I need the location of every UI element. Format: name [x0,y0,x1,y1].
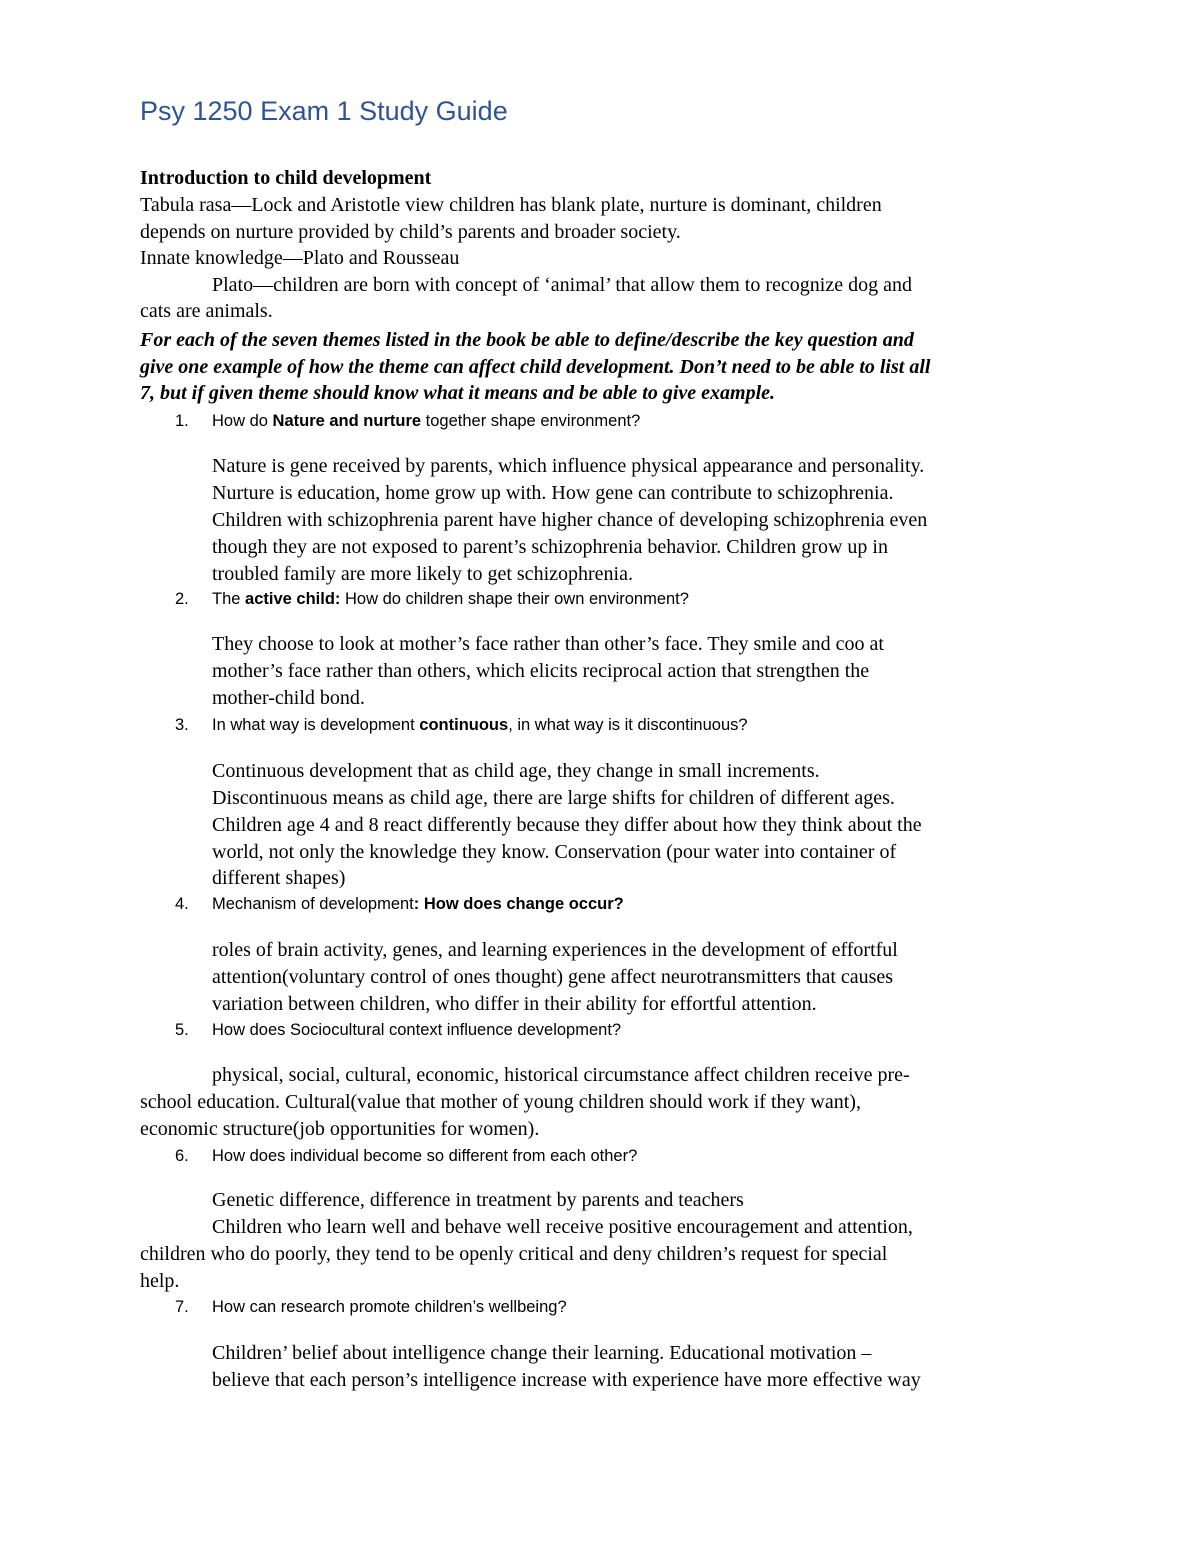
theme-number: 6. [175,1147,189,1165]
theme-answer-line: world, not only the knowledge they know. Conservation (pour water into container of [212,841,897,863]
theme-answer-line: believe that each person’s intelligence increase with experience have more effective way [212,1369,921,1391]
theme-answer-line: school education. Cultural(value that mother of young children should work if they want), [140,1091,861,1113]
theme-number: 7. [175,1298,189,1316]
theme-answer-line: Discontinuous means as child age, there are large shifts for children of different ages. [212,787,895,809]
instruction-line: For each of the seven themes listed in the book be able to define/describe the key question and [140,329,914,351]
theme-number: 2. [175,590,189,608]
theme-question: How do Nature and nurture together shape environment? [212,412,641,430]
theme-question: How can research promote children’s wellbeing? [212,1298,567,1316]
theme-answer-line: economic structure(job opportunities for women). [140,1118,540,1140]
section-heading: Introduction to child development [140,167,432,189]
plato-line: cats are animals. [140,300,273,322]
theme-answer-line: Children with schizophrenia parent have higher chance of developing schizophrenia even [212,509,928,531]
theme-answer-line: different shapes) [212,867,346,889]
theme-question: How does Sociocultural context influence development? [212,1021,622,1039]
theme-answer-line: They choose to look at mother’s face rather than other’s face. They smile and coo at [212,633,884,655]
theme-answer-line: attention(voluntary control of ones thought) gene affect neurotransmitters that causes [212,966,894,988]
theme-question: Mechanism of development: How does change occur? [212,895,624,913]
theme-answer-line: mother’s face rather than others, which elicits reciprocal action that strengthen the [212,660,870,682]
instruction-line: give one example of how the theme can affect child development. Don’t need to be able to list all [140,356,931,378]
theme-number: 1. [175,412,189,430]
theme-answer-line: Children who learn well and behave well receive positive encouragement and attention, [212,1216,913,1238]
intro-line: Innate knowledge—Plato and Rousseau [140,247,460,269]
theme-question: How does individual become so different from each other? [212,1147,638,1165]
plato-line: Plato—children are born with concept of ‘animal’ that allow them to recognize dog and [212,274,912,296]
theme-answer-line: mother-child bond. [212,687,365,709]
theme-answer-line: though they are not exposed to parent’s schizophrenia behavior. Children grow up in [212,536,888,558]
theme-number: 4. [175,895,189,913]
theme-answer-line: roles of brain activity, genes, and learning experiences in the development of effortful [212,939,898,961]
theme-answer-line: troubled family are more likely to get schizophrenia. [212,563,633,585]
theme-question: The active child: How do children shape their own environment? [212,590,689,608]
theme-question: In what way is development continuous, in what way is it discontinuous? [212,716,748,734]
theme-answer-line: children who do poorly, they tend to be openly critical and deny children’s request for special [140,1243,888,1265]
theme-answer-line: variation between children, who differ in their ability for effortful attention. [212,993,817,1015]
theme-answer-line: physical, social, cultural, economic, historical circumstance affect children receive pre- [212,1064,910,1086]
theme-number: 5. [175,1021,189,1039]
page-title: Psy 1250 Exam 1 Study Guide [140,96,508,126]
theme-answer-line: Children’ belief about intelligence change their learning. Educational motivation – [212,1342,872,1364]
theme-number: 3. [175,716,189,734]
intro-line: depends on nurture provided by child’s parents and broader society. [140,221,681,243]
theme-answer-line: help. [140,1270,180,1292]
theme-answer-line: Nurture is education, home grow up with. How gene can contribute to schizophrenia. [212,482,894,504]
intro-line: Tabula rasa—Lock and Aristotle view children has blank plate, nurture is dominant, children [140,194,882,216]
theme-answer-line: Nature is gene received by parents, which influence physical appearance and personality. [212,455,925,477]
theme-answer-line: Genetic difference, difference in treatment by parents and teachers [212,1189,744,1211]
theme-answer-line: Children age 4 and 8 react differently because they differ about how they think about the [212,814,922,836]
instruction-line: 7, but if given theme should know what it means and be able to give example. [140,382,776,404]
theme-answer-line: Continuous development that as child age, they change in small increments. [212,760,820,782]
